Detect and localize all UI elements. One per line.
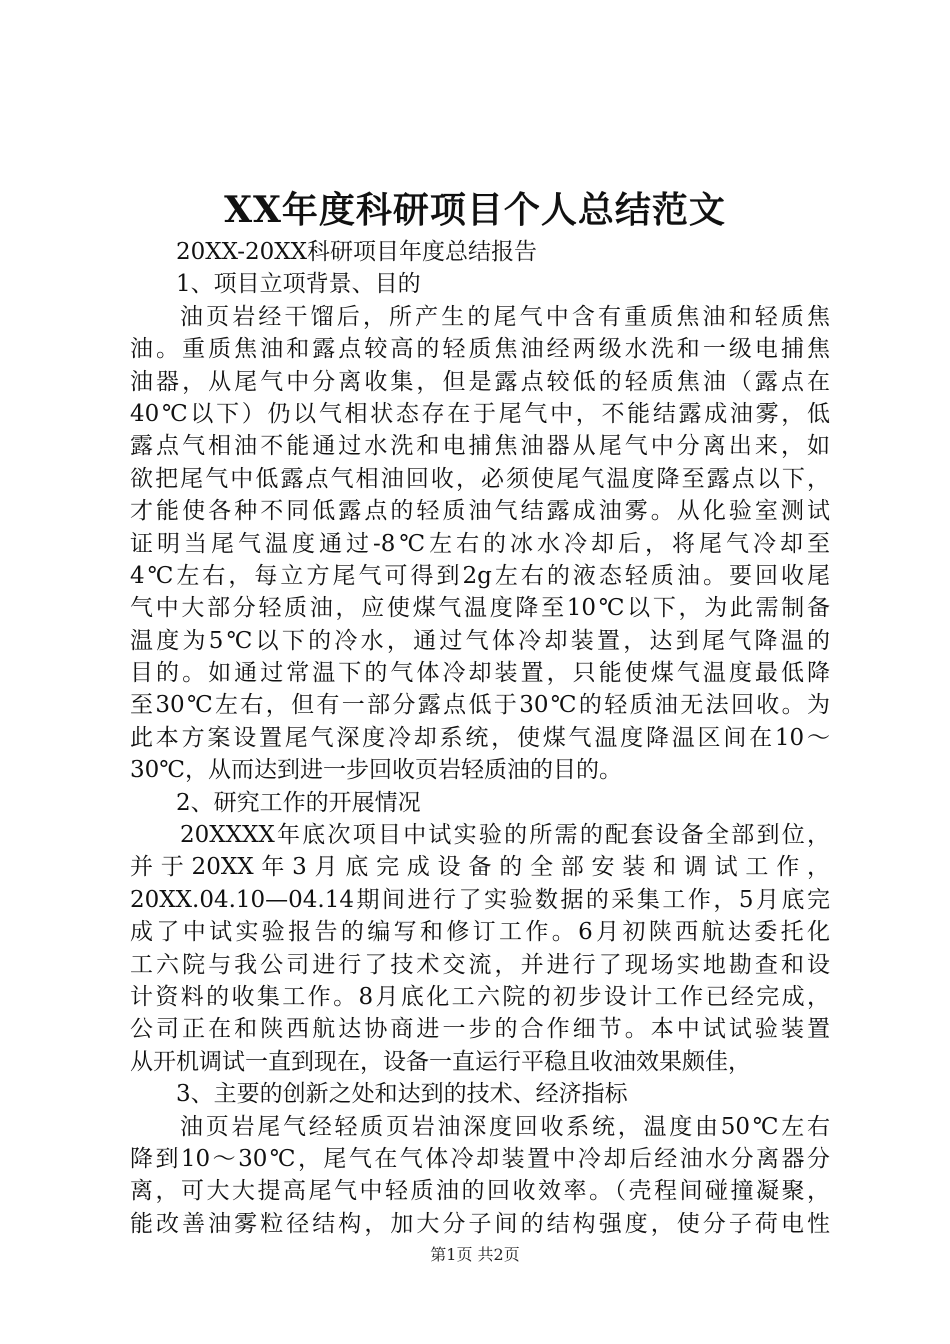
section-heading: 1、项目立项背景、目的 — [176, 271, 421, 298]
body-line: 此本方案设置尾气深度冷却系统，使煤气温度降温区间在10～ — [130, 724, 830, 751]
body-line: 油。重质焦油和露点较高的轻质焦油经两级水洗和一级电捕焦 — [130, 336, 830, 363]
document-title: XX年度科研项目个人总结范文 — [224, 189, 726, 231]
body-line: 工六院与我公司进行了技术交流，并进行了现场实地勘查和设 — [130, 951, 830, 978]
body-line: 露点气相油不能通过水洗和电捕焦油器从尾气中分离出来，如 — [130, 433, 830, 460]
page-number: 第1页 共2页 — [430, 1245, 520, 1264]
body-line: 40℃以下）仍以气相状态存在于尾气中，不能结露成油雾，低 — [130, 400, 830, 427]
body-line: 计资料的收集工作。8月底化工六院的初步设计工作已经完成， — [130, 983, 830, 1010]
body-line: 油页岩经干馏后，所产生的尾气中含有重质焦油和轻质焦 — [180, 303, 830, 330]
body-line: 并于20XX年3月底完成设备的全部安装和调试工作， — [130, 854, 830, 881]
body-line: 温度为5℃以下的冷水，通过气体冷却装置，达到尾气降温的 — [130, 627, 830, 654]
body-line: 30℃，从而达到进一步回收页岩轻质油的目的。 — [130, 757, 622, 784]
body-line: 证明当尾气温度通过-8℃左右的冰水冷却后，将尾气冷却至 — [130, 530, 830, 557]
body-line: 20XX-20XX科研项目年度总结报告 — [176, 239, 537, 265]
body-line: 成了中试实验报告的编写和修订工作。6月初陕西航达委托化 — [130, 919, 830, 946]
body-line: 才能使各种不同低露点的轻质油气结露成油雾。从化验室测试 — [130, 498, 830, 525]
section-heading: 2、研究工作的开展情况 — [176, 789, 421, 816]
body-line: 公司正在和陕西航达协商进一步的合作细节。本中试试验装置 — [130, 1016, 830, 1043]
body-line: 油器，从尾气中分离收集，但是露点较低的轻质焦油（露点在 — [130, 368, 830, 395]
body-line: 20XX.04.10—04.14期间进行了实验数据的采集工作，5月底完 — [130, 886, 830, 913]
body-line: 欲把尾气中低露点气相油回收，必须使尾气温度降至露点以下， — [130, 465, 830, 492]
body-line: 目的。如通过常温下的气体冷却装置，只能使煤气温度最低降 — [130, 660, 830, 687]
body-line: 油页岩尾气经轻质页岩油深度回收系统，温度由50℃左右 — [180, 1113, 830, 1140]
body-line: 能改善油雾粒径结构，加大分子间的结构强度，使分子荷电性 — [130, 1210, 830, 1237]
body-line: 20XXXX年底次项目中试实验的所需的配套设备全部到位， — [180, 822, 830, 849]
body-line: 从开机调试一直到现在，设备一直运行平稳且收油效果颇佳， — [130, 1048, 751, 1075]
body-line: 气中大部分轻质油，应使煤气温度降至10℃以下，为此需制备 — [130, 595, 830, 622]
document-body — [130, 236, 830, 1240]
body-line: 4℃左右，每立方尾气可得到2g左右的液态轻质油。要回收尾 — [130, 562, 830, 589]
body-line: 离，可大大提高尾气中轻质油的回收效率。（壳程间碰撞凝聚， — [130, 1178, 830, 1205]
body-line: 降到10～30℃，尾气在气体冷却装置中冷却后经油水分离器分 — [130, 1145, 830, 1172]
section-heading: 3、主要的创新之处和达到的技术、经济指标 — [176, 1081, 628, 1108]
body-line: 至30℃左右，但有一部分露点低于30℃的轻质油无法回收。为 — [130, 692, 830, 719]
